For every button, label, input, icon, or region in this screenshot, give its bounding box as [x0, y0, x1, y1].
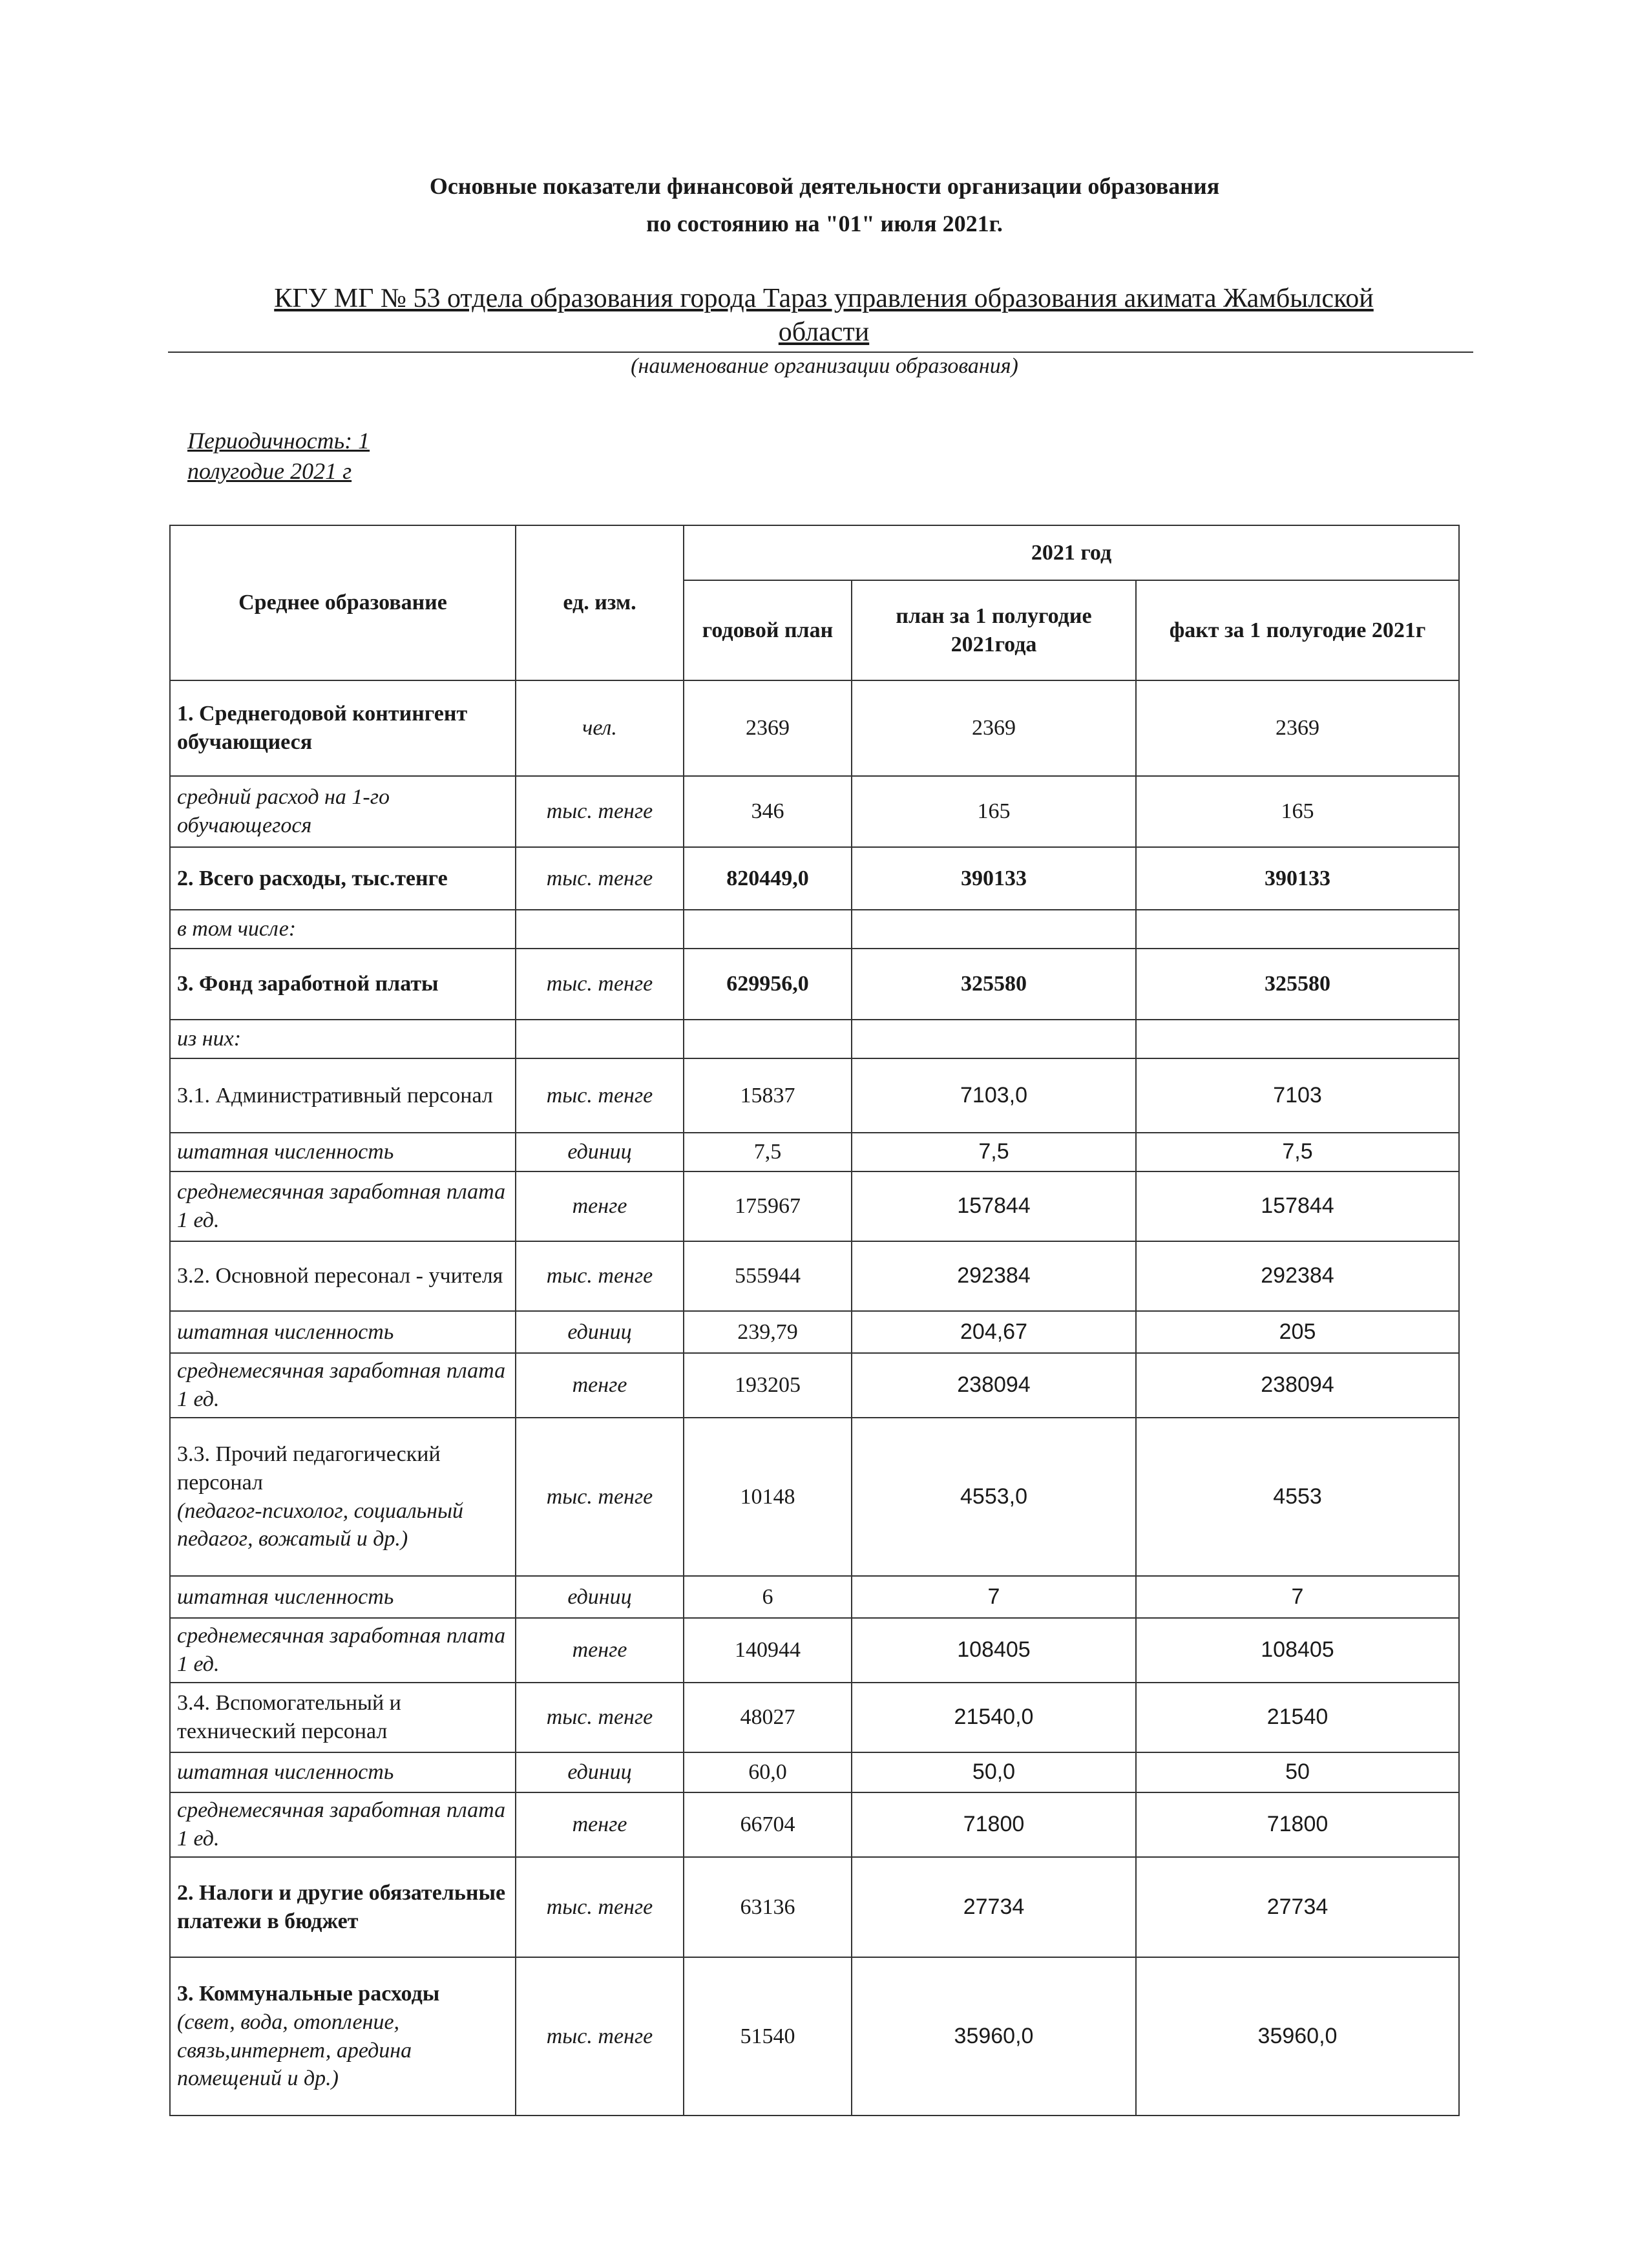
unit-cell: тыс. тенге: [516, 776, 684, 847]
financial-indicators-table: [169, 525, 1460, 2116]
header-section: Среднее образование: [170, 525, 516, 680]
table-row: [170, 1857, 1459, 1957]
half-year-fact-cell: 7: [1136, 1576, 1459, 1618]
header-year: 2021 год: [684, 525, 1459, 580]
unit-cell: тыс. тенге: [516, 949, 684, 1020]
row-label-cell: среднемесячная заработная плата 1 ед.: [170, 1792, 516, 1857]
half-year-plan-cell: 108405: [852, 1618, 1136, 1683]
half-year-plan-cell: 390133: [852, 847, 1136, 910]
half-year-fact-cell: 390133: [1136, 847, 1459, 910]
annual-plan-cell: 7,5: [684, 1133, 852, 1171]
unit-cell: тыс. тенге: [516, 1418, 684, 1576]
row-label-cell: штатная численность: [170, 1576, 516, 1618]
report-title: Основные показатели финансовой деятельности организации образования: [429, 173, 1220, 199]
unit-cell: тенге: [516, 1792, 684, 1857]
table-row: [170, 1752, 1459, 1792]
unit-cell: тенге: [516, 1353, 684, 1418]
half-year-fact-cell: 108405: [1136, 1618, 1459, 1683]
unit-cell: чел.: [516, 680, 684, 776]
annual-plan-cell: 193205: [684, 1353, 852, 1418]
unit-cell: тыс. тенге: [516, 1683, 684, 1752]
header-half-year-plan: план за 1 полугодие 2021года: [852, 580, 1136, 680]
half-year-fact-cell: 7103: [1136, 1058, 1459, 1133]
half-year-plan-cell: 157844: [852, 1171, 1136, 1241]
periodicity-label: Периодичность: 1: [187, 428, 370, 454]
divider: [168, 352, 1473, 353]
table-row: [170, 910, 1459, 949]
table-row: [170, 949, 1459, 1020]
unit-cell: тенге: [516, 1171, 684, 1241]
organization-name: КГУ МГ № 53 отдела образования города Тараз управления образования акимата Жамбылской: [274, 284, 1374, 313]
organization-caption: (наименование организации образования): [631, 354, 1018, 378]
row-label: 3.3. Прочий педагогический персонал: [177, 1442, 441, 1495]
row-label-cell: 2. Налоги и другие обязательные платежи в бюджет: [170, 1857, 516, 1957]
row-label-cell: 3.4. Вспомогательный и технический персонал: [170, 1683, 516, 1752]
row-label-cell: из них:: [170, 1020, 516, 1058]
row-label-note: (свет, вода, отопление, связь,интернет, аредина помещений и др.): [177, 2010, 412, 2091]
row-label-note: (педагог-психолог, социальный педагог, вожатый и др.): [177, 1498, 464, 1551]
half-year-plan-cell: 50,0: [852, 1752, 1136, 1792]
row-label-cell: средний расход на 1-го обучающегося: [170, 776, 516, 847]
report-date: по состоянию на "01" июля 2021г.: [646, 211, 1003, 236]
half-year-plan-cell: 35960,0: [852, 1957, 1136, 2116]
half-year-plan-cell: 71800: [852, 1792, 1136, 1857]
unit-cell: тыс. тенге: [516, 847, 684, 910]
unit-cell: единиц: [516, 1752, 684, 1792]
header-unit: ед. изм.: [516, 525, 684, 680]
organization-name-cont: области: [778, 317, 870, 347]
table-row: [170, 1020, 1459, 1058]
unit-cell: тенге: [516, 1618, 684, 1683]
unit-cell: тыс. тенге: [516, 1857, 684, 1957]
row-label-cell: 3.2. Основной пересонал - учителя: [170, 1241, 516, 1311]
table-row: [170, 847, 1459, 910]
row-label-cell: штатная численность: [170, 1752, 516, 1792]
half-year-plan-cell: 7103,0: [852, 1058, 1136, 1133]
unit-cell: тыс. тенге: [516, 1058, 684, 1133]
row-label-cell: штатная численность: [170, 1133, 516, 1171]
table-row: [170, 1618, 1459, 1683]
half-year-plan-cell: 238094: [852, 1353, 1136, 1418]
half-year-plan-cell: 2369: [852, 680, 1136, 776]
half-year-fact-cell: 21540: [1136, 1683, 1459, 1752]
row-label-cell: среднемесячная заработная плата 1 ед.: [170, 1353, 516, 1418]
unit-cell: единиц: [516, 1311, 684, 1353]
half-year-fact-cell: 325580: [1136, 949, 1459, 1020]
annual-plan-cell: 15837: [684, 1058, 852, 1133]
annual-plan-cell: 346: [684, 776, 852, 847]
half-year-fact-cell: 50: [1136, 1752, 1459, 1792]
half-year-fact-cell: 157844: [1136, 1171, 1459, 1241]
half-year-fact-cell: 205: [1136, 1311, 1459, 1353]
row-label-cell: [170, 1418, 516, 1576]
table-row: [170, 1792, 1459, 1857]
half-year-plan-cell: 27734: [852, 1857, 1136, 1957]
row-label-cell: 1. Среднегодовой контингент обучающиеся: [170, 680, 516, 776]
half-year-fact-cell: 292384: [1136, 1241, 1459, 1311]
annual-plan-cell: 60,0: [684, 1752, 852, 1792]
annual-plan-cell: 555944: [684, 1241, 852, 1311]
header-annual-plan: годовой план: [684, 580, 852, 680]
table-row: [170, 1353, 1459, 1418]
annual-plan-cell: 51540: [684, 1957, 852, 2116]
half-year-fact-cell: [1136, 1020, 1459, 1058]
half-year-fact-cell: 35960,0: [1136, 1957, 1459, 2116]
table-row: [170, 1683, 1459, 1752]
header-half-year-fact: факт за 1 полугодие 2021г: [1136, 580, 1459, 680]
annual-plan-cell: 2369: [684, 680, 852, 776]
periodicity-value: полугодие 2021 г: [187, 458, 352, 484]
unit-cell: единиц: [516, 1133, 684, 1171]
table-row: [170, 1311, 1459, 1353]
half-year-fact-cell: 2369: [1136, 680, 1459, 776]
annual-plan-cell: 66704: [684, 1792, 852, 1857]
table-row: [170, 1058, 1459, 1133]
annual-plan-cell: 10148: [684, 1418, 852, 1576]
half-year-fact-cell: 238094: [1136, 1353, 1459, 1418]
half-year-plan-cell: 325580: [852, 949, 1136, 1020]
half-year-plan-cell: 292384: [852, 1241, 1136, 1311]
row-label-cell: в том числе:: [170, 910, 516, 949]
table-row: [170, 1418, 1459, 1576]
half-year-fact-cell: [1136, 910, 1459, 949]
annual-plan-cell: 63136: [684, 1857, 852, 1957]
table-row: [170, 776, 1459, 847]
unit-cell: [516, 1020, 684, 1058]
row-label-cell: 3. Фонд заработной платы: [170, 949, 516, 1020]
row-label: 3. Коммунальные расходы: [177, 1982, 440, 2006]
half-year-plan-cell: 7: [852, 1576, 1136, 1618]
half-year-fact-cell: 27734: [1136, 1857, 1459, 1957]
annual-plan-cell: [684, 1020, 852, 1058]
table-row: [170, 1576, 1459, 1618]
annual-plan-cell: 140944: [684, 1618, 852, 1683]
half-year-plan-cell: 4553,0: [852, 1418, 1136, 1576]
half-year-plan-cell: 21540,0: [852, 1683, 1136, 1752]
table-row: [170, 680, 1459, 776]
unit-cell: тыс. тенге: [516, 1241, 684, 1311]
unit-cell: единиц: [516, 1576, 684, 1618]
half-year-fact-cell: 165: [1136, 776, 1459, 847]
row-label-cell: [170, 1957, 516, 2116]
half-year-fact-cell: 71800: [1136, 1792, 1459, 1857]
unit-cell: тыс. тенге: [516, 1957, 684, 2116]
row-label-cell: среднемесячная заработная плата 1 ед.: [170, 1171, 516, 1241]
annual-plan-cell: 820449,0: [684, 847, 852, 910]
half-year-plan-cell: [852, 910, 1136, 949]
half-year-fact-cell: 7,5: [1136, 1133, 1459, 1171]
annual-plan-cell: 6: [684, 1576, 852, 1618]
row-label-cell: 3.1. Административный персонал: [170, 1058, 516, 1133]
half-year-plan-cell: [852, 1020, 1136, 1058]
annual-plan-cell: 239,79: [684, 1311, 852, 1353]
annual-plan-cell: [684, 910, 852, 949]
table-row: [170, 1957, 1459, 2116]
annual-plan-cell: 629956,0: [684, 949, 852, 1020]
half-year-plan-cell: 204,67: [852, 1311, 1136, 1353]
annual-plan-cell: 175967: [684, 1171, 852, 1241]
row-label-cell: 2. Всего расходы, тыс.тенге: [170, 847, 516, 910]
unit-cell: [516, 910, 684, 949]
half-year-fact-cell: 4553: [1136, 1418, 1459, 1576]
row-label-cell: штатная численность: [170, 1311, 516, 1353]
table-row: [170, 1241, 1459, 1311]
table-row: [170, 1171, 1459, 1241]
half-year-plan-cell: 165: [852, 776, 1136, 847]
annual-plan-cell: 48027: [684, 1683, 852, 1752]
row-label-cell: среднемесячная заработная плата 1 ед.: [170, 1618, 516, 1683]
table-row: [170, 1133, 1459, 1171]
half-year-plan-cell: 7,5: [852, 1133, 1136, 1171]
